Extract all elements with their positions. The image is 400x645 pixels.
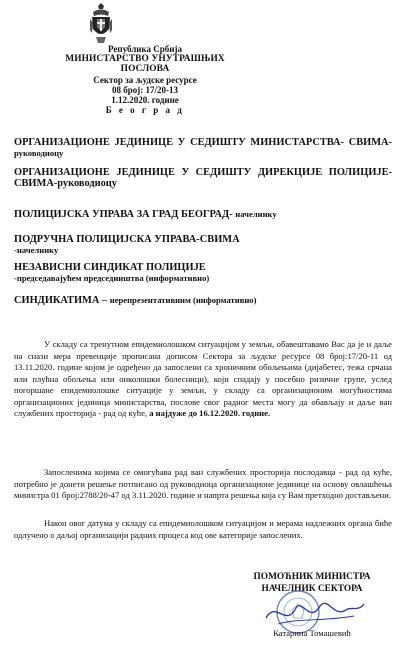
document-date: 1.12.2020. године — [111, 95, 179, 106]
signature-title-1: ПОМОЋНИК МИНИСТРА — [253, 572, 371, 582]
ministry-name: МИНИСТАРСТВО УНУТРАШЊИХ ПОСЛОВА — [65, 54, 225, 75]
document-header — [40, 44, 250, 115]
deadline-text: а најдуже до 16.12.2020. године. — [149, 408, 271, 418]
addressee-1 — [14, 137, 392, 159]
signatory-name: Катарина Томашевић — [273, 628, 351, 638]
sector-name: Сектор за људске ресурсе — [93, 74, 197, 85]
republic-name: Република Србија — [108, 44, 182, 54]
addressee-4 — [14, 234, 392, 256]
addressee-title: ОРГАНИЗАЦИОНЕ ЈЕДИНИЦЕ У СЕДИШТУ ДИРЕКЦИЈЕ ПОЛИЦИЈЕ- — [14, 167, 392, 178]
addressee-title: ОРГАНИЗАЦИОНЕ ЈЕДИНИЦЕ У СЕДИШТУ МИНИСТАРСТВА- СВИМА- — [14, 137, 392, 148]
addressee-role: начелнику — [235, 209, 277, 219]
body-paragraph-3: Након овог датума у складу са епидемиолошком ситуацијом и мерама надлежних органа биће одлучено о даљој организацији радних процеса код ове категорије запослених. — [14, 518, 392, 540]
addressee-title: СИНДИКАТИМА – — [14, 295, 110, 306]
signature-title-2: НАЧЕЛНИК СЕКТОРА — [261, 584, 363, 594]
addressee-role: руководиоцу — [14, 148, 64, 158]
addressee-title: ПОДРУЧНА ПОЛИЦИЈСКА УПРАВА-СВИМА — [14, 234, 240, 245]
paragraph-text: У складу са тренутном епидемиолошком ситуацијом у земљи, обавештавамо Вас да је и даље на снази мера превенције прописана дописом Сектора за људске ресурсе 08 број:17/20-11 од 13.11.2020. године којом је одређено да запослени са хроничним обољењима (дијабетес, тежа срчана или плућна обољења или онколошки болесници), који спадају у посебно ризичне групе, услед погоршане епидемиолошке ситуације у земљи, у складу са организационим могућностима организационих јединица министарства, послове свог радног места могу да обављају и даље ван службених просторија - рад од куће, — [14, 339, 392, 418]
addressee-3 — [14, 207, 392, 220]
document-city: Б е о г р а д — [105, 105, 185, 116]
addressee-title: ПОЛИЦИЈСКА УПРАВА ЗА ГРАД БЕОГРАД- — [14, 209, 236, 220]
coat-of-arms-icon — [90, 3, 112, 45]
addressee-role: -начелнику — [14, 245, 59, 255]
body-paragraph-1 — [14, 339, 392, 420]
reference-number: 08 број: 17/20-13 — [112, 84, 178, 95]
addressee-2 — [14, 167, 392, 189]
addressee-5 — [14, 262, 392, 284]
addressee-title: НЕЗАВИСНИ СИНДИКАТ ПОЛИЦИЈЕ — [14, 262, 206, 273]
addressee-role: СВИМА-руководиоцу — [14, 178, 117, 189]
body-paragraph-2: Запосленима којима се омогућава рад ван службених просторија послодавца - рад од куће, потребно је донети решење потписано од руководиоца организационе јединице на основу овлашћења министра 01 број:2788/20-47 од 3.11.2020. године и напрта решења која су Вам претходно достављени. — [14, 467, 392, 500]
addressee-role: нерепрезентативним (информативно) — [109, 295, 257, 305]
addressee-role: -председавајућем председништва (информативно) — [14, 273, 210, 283]
addressee-6 — [14, 293, 392, 306]
